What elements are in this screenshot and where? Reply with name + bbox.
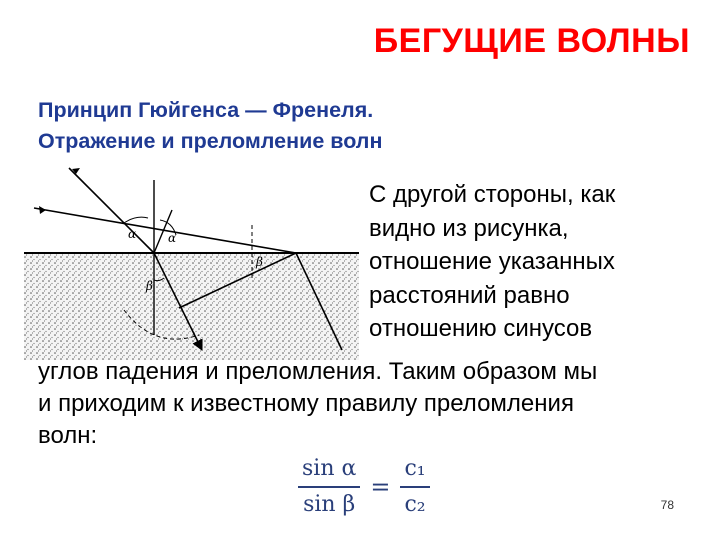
right-line-1: С другой стороны, как — [369, 181, 616, 208]
body-line-3: волн: — [38, 422, 98, 449]
refraction-diagram — [24, 160, 359, 360]
body-paragraph — [38, 356, 597, 452]
body-line-1: углов падения и преломления. Таким образом мы — [38, 358, 598, 385]
right-line-2: видно из рисунка, — [369, 214, 569, 242]
incident-arrow-2 — [39, 206, 46, 214]
right-line-5: отношению синусов — [369, 315, 593, 342]
slide-subtitle — [38, 95, 382, 157]
formula-denominator-sin-beta: sin β — [303, 492, 356, 517]
alpha-label-2: α — [168, 231, 177, 245]
body-line-2: и приходим к известному правилу преломления — [38, 390, 574, 417]
equals-sign: = — [370, 473, 391, 501]
subtitle-line-2: Отражение и преломление волн — [38, 129, 383, 153]
beta-label-2: β — [256, 255, 263, 269]
refraction-formula — [298, 452, 430, 522]
formula-numerator-c1: c₁ — [404, 456, 426, 481]
page-number: 78 — [660, 498, 674, 512]
alpha-label-1: α — [128, 227, 137, 241]
incident-ray-1 — [69, 168, 154, 253]
formula-numerator-sin-alpha: sin α — [302, 456, 357, 481]
beta-label-1: β — [146, 279, 153, 293]
slide-title: БЕГУЩИЕ ВОЛНЫ — [373, 22, 690, 60]
subtitle-line-1: Принцип Гюйгенса — Френеля. — [38, 98, 374, 122]
fraction-speeds — [400, 452, 429, 522]
right-line-3: отношение указанных — [369, 248, 615, 275]
formula-denominator-c2: c₂ — [404, 492, 426, 517]
incident-ray-2 — [34, 208, 296, 253]
right-paragraph — [369, 178, 615, 346]
right-line-4: расстояний равно — [369, 281, 570, 309]
alpha-arc-1 — [124, 217, 148, 223]
fraction-sines — [298, 452, 360, 522]
medium-region — [24, 253, 359, 360]
